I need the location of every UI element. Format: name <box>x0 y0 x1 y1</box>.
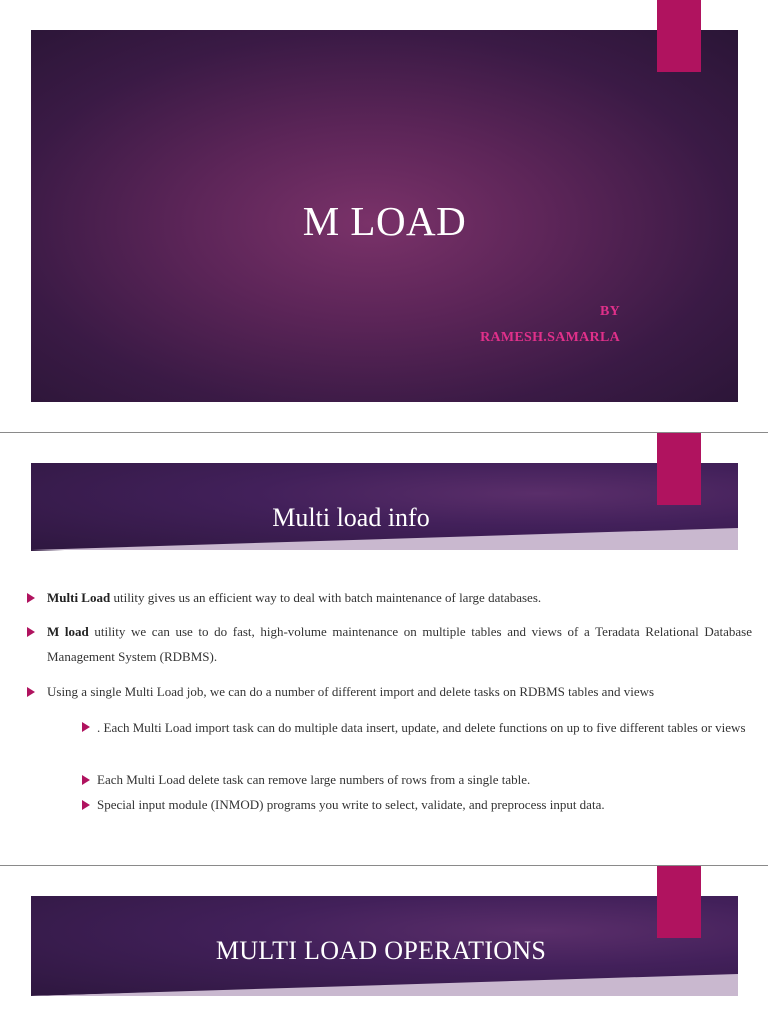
sub-bullet-text: . Each Multi Load import task can do multiple data insert, update, and delete functions on up to five different tables or views <box>97 720 746 735</box>
slide-title: MULTI LOAD OPERATIONS <box>215 936 547 965</box>
title-slide <box>0 0 768 432</box>
list-item <box>97 792 752 817</box>
bullet-arrow-icon <box>82 775 90 785</box>
sub-bullet-text: Special input module (INMOD) programs you write to select, validate, and preprocess input data. <box>97 797 605 812</box>
bullet-arrow-icon <box>27 593 35 603</box>
list-item <box>47 679 752 704</box>
list-item <box>97 767 752 792</box>
operations-slide <box>0 866 768 1024</box>
by-label: BY <box>599 304 620 319</box>
presentation-title: M LOAD <box>302 198 467 244</box>
author-name: RAMESH.SAMARLA <box>480 330 620 345</box>
bullet-bold: Multi Load <box>47 590 111 605</box>
accent-tab <box>657 0 701 72</box>
bullet-arrow-icon <box>82 722 90 732</box>
sub-bullet-text: Each Multi Load delete task can remove large numbers of rows from a single table. <box>97 772 531 787</box>
bullet-arrow-icon <box>27 627 35 637</box>
info-slide <box>0 433 768 865</box>
list-item <box>97 714 752 741</box>
accent-tab <box>657 866 701 938</box>
bullet-bold: M load <box>47 624 89 639</box>
list-item <box>47 619 752 669</box>
accent-tab <box>657 433 701 505</box>
bullet-arrow-icon <box>27 687 35 697</box>
bullet-text: utility we can use to do fast, high-volume maintenance on multiple tables and views of a Teradata Relational Database Management System (RDBMS). <box>47 624 752 664</box>
slide-title: Multi load info <box>272 503 430 532</box>
bullet-text: Using a single Multi Load job, we can do a number of different import and delete tasks on RDBMS tables and views <box>47 684 655 699</box>
list-item <box>47 585 752 610</box>
bullet-text: utility gives us an efficient way to deal with batch maintenance of large databases. <box>110 590 542 605</box>
bullet-arrow-icon <box>82 800 90 810</box>
